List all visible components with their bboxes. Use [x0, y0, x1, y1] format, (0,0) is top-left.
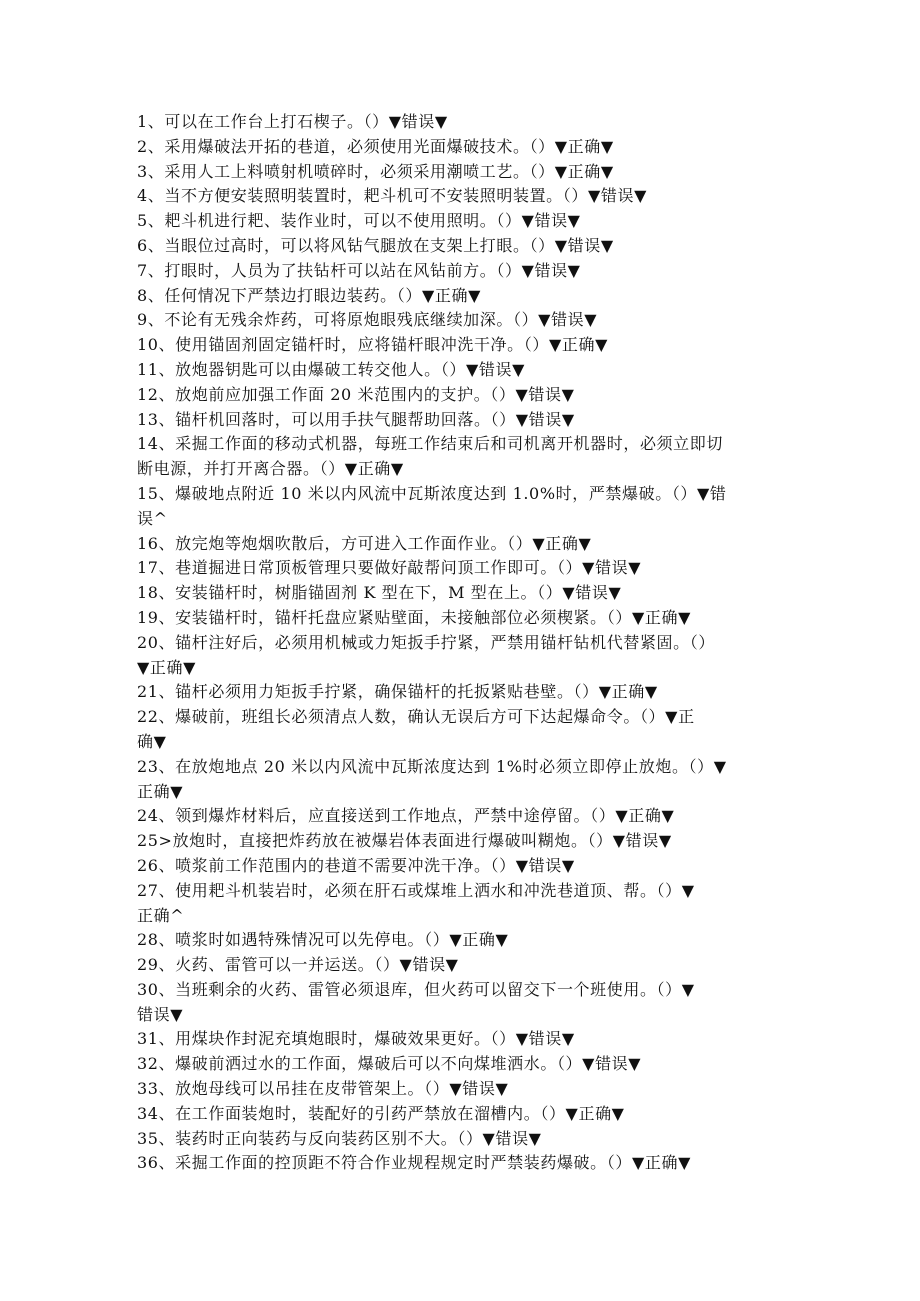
text-line: 30、当班剩余的火药、雷管必须退库，但火药可以留交下一个班使用。（）▼	[137, 979, 695, 999]
text-line: 错误▼	[137, 1004, 184, 1024]
text-line: 断电源，并打开离合器。（）▼正确▼	[137, 459, 404, 479]
text-line: 5、耙斗机进行耙、装作业时，可以不使用照明。（）▼错误▼	[137, 211, 581, 231]
text-line: 35、装药时正向装药与反向装药区别不大。（）▼错误▼	[137, 1128, 542, 1148]
text-line: 28、喷浆时如遇特殊情况可以先停电。（）▼正确▼	[137, 930, 509, 950]
text-line: 6、当眼位过高时，可以将风钻气腿放在支架上打眼。（）▼错误▼	[137, 235, 614, 255]
text-line: 24、领到爆炸材料后，应直接送到工作地点，严禁中途停留。（）▼正确▼	[137, 806, 675, 826]
text-line: 25>放炮时，直接把炸药放在被爆岩体表面进行爆破叫糊炮。（）▼错误▼	[137, 831, 672, 851]
document-page	[137, 110, 797, 1176]
text-line: 确▼	[137, 731, 167, 751]
text-line: 22、爆破前，班组长必须清点人数，确认无误后方可下达起爆命令。（）▼正	[137, 707, 695, 727]
text-line: 20、锚杆注好后，必须用机械或力矩扳手拧紧，严禁用锚杆钻机代替紧固。（）	[137, 632, 715, 652]
text-line: 12、放炮前应加强工作面 20 米范围内的支护。（）▼错误▼	[137, 384, 575, 404]
text-line: 8、任何情况下严禁边打眼边装药。（）▼正确▼	[137, 285, 481, 305]
text-line: 13、锚杆机回落时，可以用手扶气腿帮助回落。（）▼错误▼	[137, 409, 575, 429]
text-line: 31、用煤块作封泥充填炮眼时，爆破效果更好。（）▼错误▼	[137, 1029, 575, 1049]
text-line: 26、喷浆前工作范围内的巷道不需要冲洗干净。（）▼错误▼	[137, 855, 575, 875]
text-line: 29、火药、雷管可以一并运送。（）▼错误▼	[137, 955, 459, 975]
text-line: 32、爆破前洒过水的工作面，爆破后可以不向煤堆洒水。（）▼错误▼	[137, 1054, 642, 1074]
text-line: 17、巷道掘进日常顶板管理只要做好敲帮问顶工作即可。（）▼错误▼	[137, 558, 642, 578]
text-line: 正确▼	[137, 781, 184, 801]
text-line: 21、锚杆必须用力矩扳手拧紧，确保锚杆的托扳紧贴巷壁。（）▼正确▼	[137, 682, 658, 702]
text-line: 7、打眼时，人员为了扶钻杆可以站在风钻前方。（）▼错误▼	[137, 260, 581, 280]
text-line: 3、采用人工上料喷射机喷碎时，必须采用潮喷工艺。（）▼正确▼	[137, 161, 614, 181]
text-line: 23、在放炮地点 20 米以内风流中瓦斯浓度达到 1%时必须立即停止放炮。（）▼	[137, 756, 727, 776]
text-line: 15、爆破地点附近 10 米以内风流中瓦斯浓度达到 1.0%时，严禁爆破。（）▼错	[137, 483, 727, 503]
text-line: 误^	[137, 508, 168, 528]
text-line: 4、当不方便安装照明装置时，耙斗机可不安装照明装置。（）▼错误▼	[137, 186, 647, 206]
text-line: 11、放炮器钥匙可以由爆破工转交他人。（）▼错误▼	[137, 359, 525, 379]
text-line: 16、放完炮等炮烟吹散后，方可进入工作面作业。（）▼正确▼	[137, 533, 592, 553]
text-line: 9、不论有无残余炸药，可将原炮眼残底继续加深。（）▼错误▼	[137, 310, 598, 330]
text-line: 34、在工作面装炮时，装配好的引药严禁放在溜槽内。（）▼正确▼	[137, 1103, 625, 1123]
text-line: 2、采用爆破法开拓的巷道，必须使用光面爆破技术。（）▼正确▼	[137, 136, 614, 156]
text-line: 19、安装锚杆时，锚杆托盘应紧贴壁面，未接触部位必须楔紧。（）▼正确▼	[137, 607, 691, 627]
text-line: 正确^	[137, 905, 185, 925]
text-line: 36、采掘工作面的控顶距不符合作业规程规定时严禁装药爆破。（）▼正确▼	[137, 1153, 691, 1173]
text-line: 10、使用锚固剂固定锚杆时，应将锚杆眼冲洗干净。（）▼正确▼	[137, 335, 608, 355]
text-line: 14、采掘工作面的移动式机器，每班工作结束后和司机离开机器时，必须立即切	[137, 434, 723, 454]
text-line: 33、放炮母线可以吊挂在皮带管架上。（）▼错误▼	[137, 1079, 509, 1099]
text-line: ▼正确▼	[137, 657, 197, 677]
text-line: 1、可以在工作台上打石楔子。（）▼错误▼	[137, 112, 448, 131]
text-line: 18、安装锚杆时，树脂锚固剂 K 型在下，M 型在上。（）▼错误▼	[137, 583, 622, 603]
text-line: 27、使用耙斗机装岩时，必须在肝石或煤堆上洒水和冲洗巷道顶、帮。（）▼	[137, 880, 695, 900]
